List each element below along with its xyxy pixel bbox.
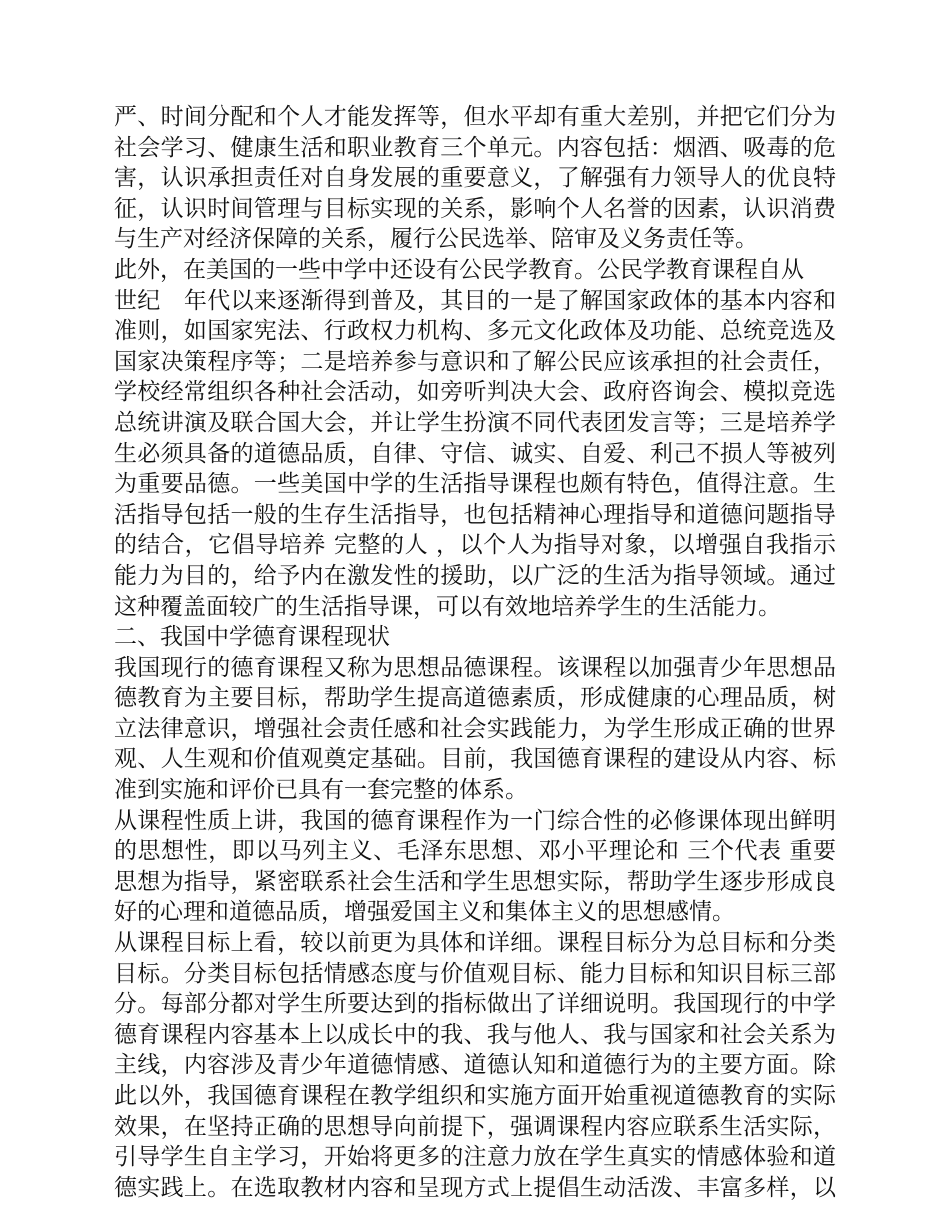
document-body [114,102,836,1203]
text-line: 学校经常组织各种社会活动，如旁听判决大会、政府咨询会、模拟竞选 [114,379,836,406]
text-line: 为重要品德。一些美国中学的生活指导课程也颇有特色，值得注意。生 [114,471,836,498]
text-line: 德实践上。在选取教材内容和呈现方式上提倡生动活泼、丰富多样，以 [114,1174,836,1201]
text-line: 好的心理和道德品质，增强爱国主义和集体主义的思想感情。 [114,899,735,926]
text-line: 生必须具备的道德品质，自律、守信、诚实、自爱、利己不损人等被列 [114,440,836,467]
text-line: 准到实施和评价已具有一套完整的体系。 [114,777,528,804]
text-line: 准则，如国家宪法、行政权力机构、多元文化政体及功能、总统竞选及 [114,318,836,345]
text-line: 引导学生自主学习，开始将更多的注意力放在学生真实的情感体验和道 [114,1144,836,1171]
section-heading: 二、我国中学德育课程现状 [114,624,390,651]
text-line: 德育课程内容基本上以成长中的我、我与他人、我与国家和社会关系为 [114,1021,836,1048]
text-line: 这种覆盖面较广的生活指导课，可以有效地培养学生的生活能力。 [114,593,781,620]
text-line: 思想为指导，紧密联系社会生活和学生思想实际，帮助学生逐步形成良 [114,868,836,895]
text-line: 国家决策程序等；二是培养参与意识和了解公民应该承担的社会责任， [114,348,836,375]
text-line: 目标。分类目标包括情感态度与价值观目标、能力目标和知识目标三部 [114,960,836,987]
text-line: 从课程目标上看，较以前更为具体和详细。课程目标分为总目标和分类 [114,930,836,957]
text-line: 总统讲演及联合国大会，并让学生扮演不同代表团发言等；三是培养学 [114,409,836,436]
text-line: 能力为目的，给予内在激发性的援助，以广泛的生活为指导领域。通过 [114,562,836,589]
text-line: 我国现行的德育课程又称为思想品德课程。该课程以加强青少年思想品 [114,654,836,681]
text-line: 此以外，我国德育课程在教学组织和实施方面开始重视道德教育的实际 [114,1083,836,1109]
text-line: 主线，内容涉及青少年道德情感、道德认知和道德行为的主要方面。除 [114,1052,836,1079]
text-line: 的结合，它倡导培养 完整的人 ，以个人为指导对象，以增强自我指示 [114,532,836,559]
text-line: 观、人生观和价值观奠定基础。目前，我国德育课程的建设从内容、标 [114,746,836,773]
text-line: 世纪 年代以来逐渐得到普及，其目的一是了解国家政体的基本内容和 [114,287,836,314]
text-line: 与生产对经济保障的关系，履行公民选举、陪审及义务责任等。 [114,226,758,253]
text-line: 分。每部分都对学生所要达到的指标做出了详细说明。我国现行的中学 [114,991,836,1018]
text-line: 社会学习、健康生活和职业教育三个单元。内容包括：烟酒、吸毒的危 [114,134,836,161]
text-line: 此外，在美国的一些中学中还设有公民学教育。公民学教育课程自从 [114,256,804,283]
text-line: 立法律意识，增强社会责任感和社会实践能力，为学生形成正确的世界 [114,715,836,742]
text-line: 严、时间分配和个人才能发挥等，但水平却有重大差别，并把它们分为 [114,104,836,130]
text-line: 效果，在坚持正确的思想导向前提下，强调课程内容应联系生活实际， [114,1113,836,1140]
text-line: 德教育为主要目标，帮助学生提高道德素质，形成健康的心理品质，树 [114,685,836,712]
text-line: 征，认识时间管理与目标实现的关系，影响个人名誉的因素，认识消费 [114,195,836,222]
text-line: 活指导包括一般的生存生活指导，也包括精神心理指导和道德问题指导 [114,501,836,528]
text-line: 害，认识承担责任对自身发展的重要意义，了解强有力领导人的优良特 [114,165,836,192]
text-line: 的思想性，即以马列主义、毛泽东思想、邓小平理论和 三个代表 重要 [114,838,836,865]
text-line: 从课程性质上讲，我国的德育课程作为一门综合性的必修课体现出鲜明 [114,807,836,834]
